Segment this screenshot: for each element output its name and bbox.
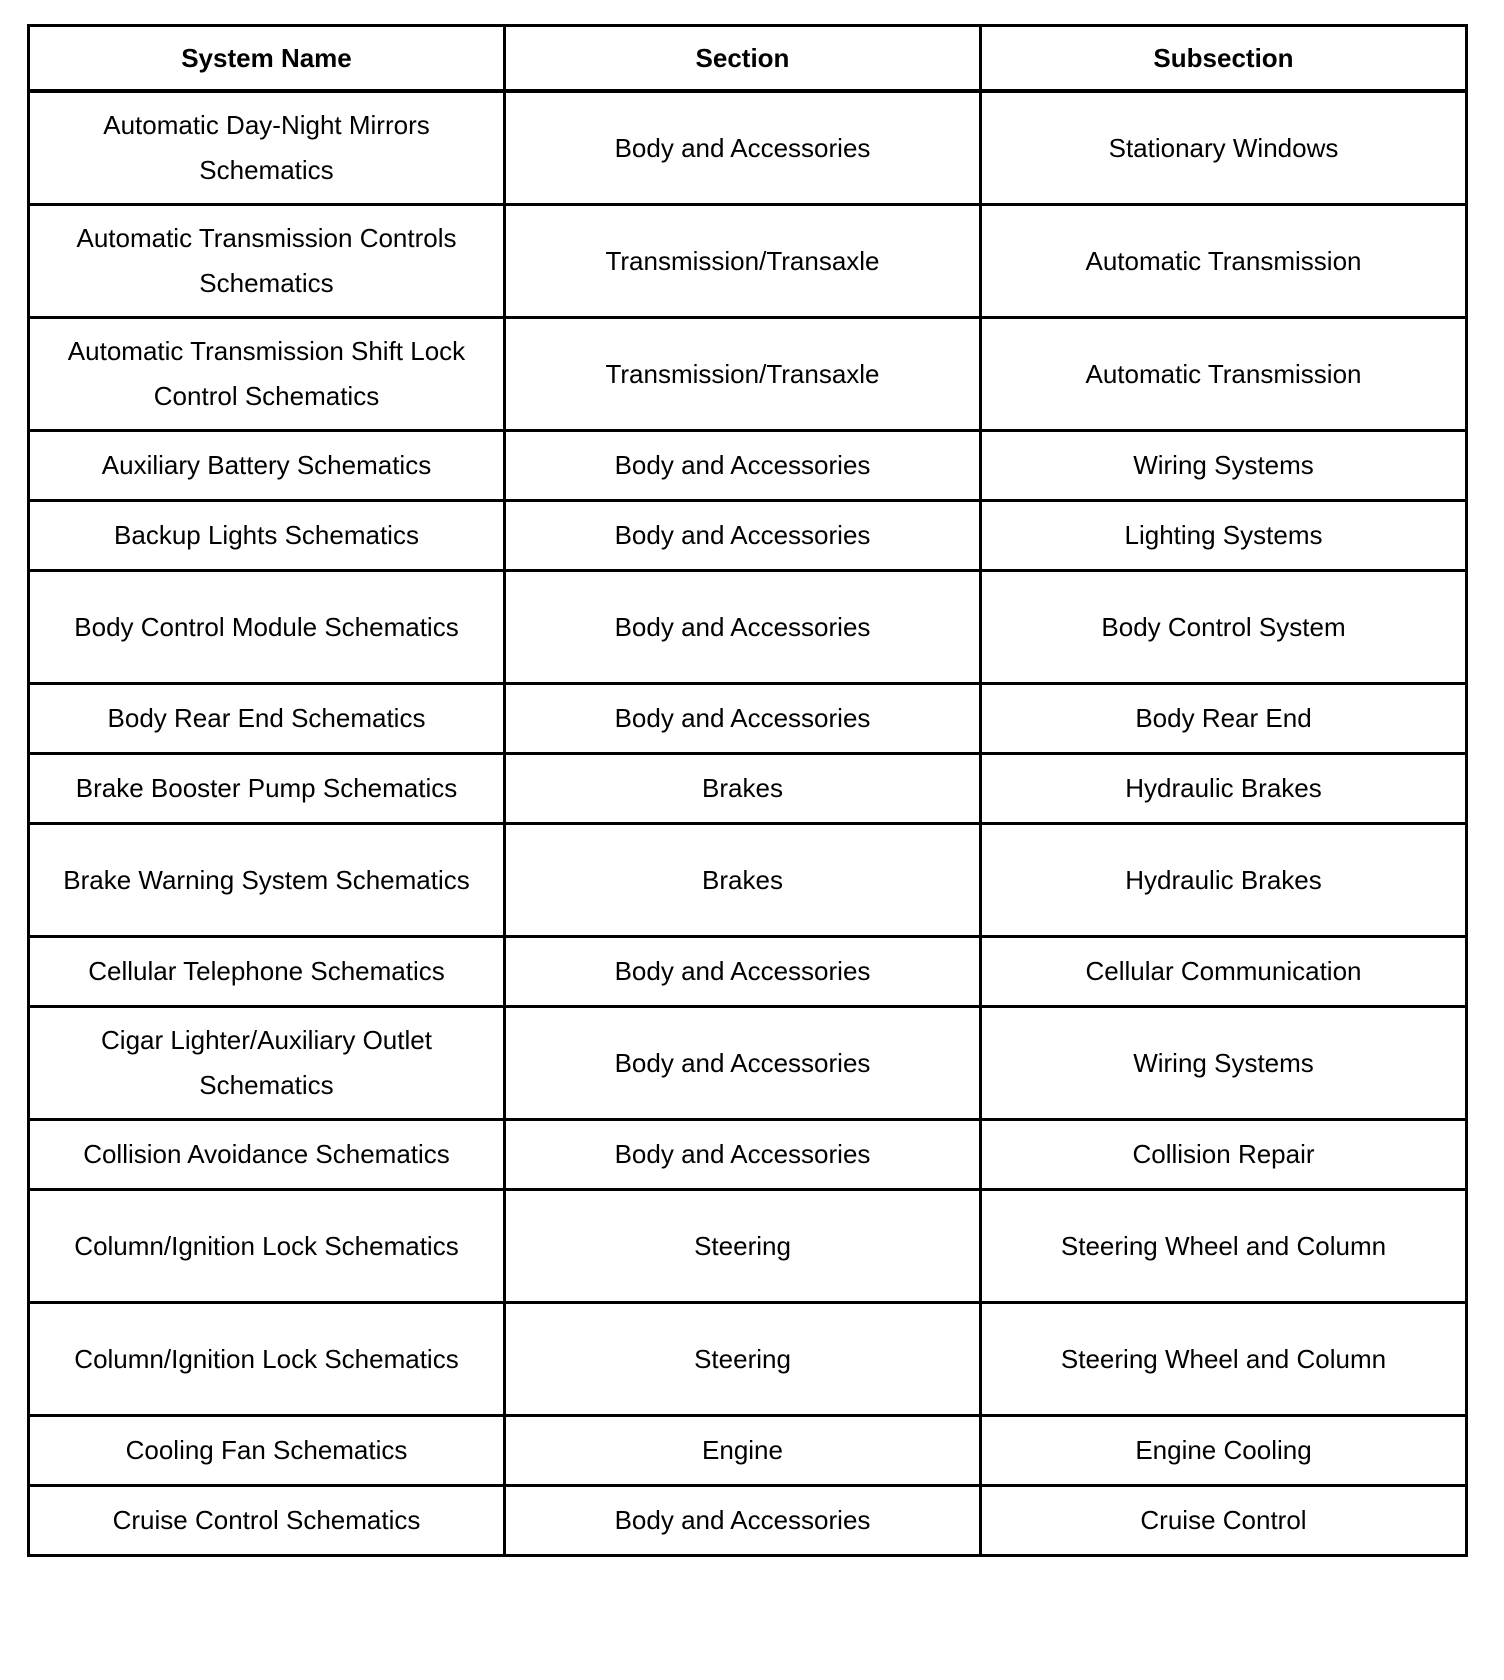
cell-subsection: Automatic Transmission [981, 318, 1467, 431]
schematics-table [27, 24, 1468, 1557]
table-row [29, 1486, 1467, 1556]
table-header-row [29, 26, 1467, 92]
cell-subsection: Steering Wheel and Column [981, 1190, 1467, 1303]
cell-section: Body and Accessories [505, 684, 981, 754]
cell-system-name: Cooling Fan Schematics [29, 1416, 505, 1486]
cell-section: Brakes [505, 824, 981, 937]
table-row [29, 205, 1467, 318]
cell-subsection: Lighting Systems [981, 501, 1467, 571]
table-row [29, 1190, 1467, 1303]
cell-section: Body and Accessories [505, 571, 981, 684]
cell-system-name: Automatic Day-Night Mirrors Schematics [29, 91, 505, 205]
header-subsection: Subsection [981, 26, 1467, 92]
cell-subsection: Body Control System [981, 571, 1467, 684]
cell-system-name: Automatic Transmission Shift Lock Control Schematics [29, 318, 505, 431]
table-row [29, 318, 1467, 431]
cell-subsection: Body Rear End [981, 684, 1467, 754]
schematics-table-container [27, 24, 1465, 1557]
cell-section: Body and Accessories [505, 1120, 981, 1190]
cell-subsection: Cruise Control [981, 1486, 1467, 1556]
cell-subsection: Steering Wheel and Column [981, 1303, 1467, 1416]
cell-section: Body and Accessories [505, 91, 981, 205]
header-system-name: System Name [29, 26, 505, 92]
cell-section: Brakes [505, 754, 981, 824]
cell-system-name: Auxiliary Battery Schematics [29, 431, 505, 501]
cell-system-name: Cellular Telephone Schematics [29, 937, 505, 1007]
cell-section: Body and Accessories [505, 431, 981, 501]
cell-section: Steering [505, 1303, 981, 1416]
cell-subsection: Wiring Systems [981, 1007, 1467, 1120]
cell-subsection: Engine Cooling [981, 1416, 1467, 1486]
table-row [29, 1007, 1467, 1120]
cell-section: Steering [505, 1190, 981, 1303]
table-row [29, 1416, 1467, 1486]
header-section: Section [505, 26, 981, 92]
cell-system-name: Column/Ignition Lock Schematics [29, 1303, 505, 1416]
table-row [29, 91, 1467, 205]
cell-subsection: Hydraulic Brakes [981, 754, 1467, 824]
table-row [29, 684, 1467, 754]
cell-subsection: Stationary Windows [981, 91, 1467, 205]
cell-section: Body and Accessories [505, 937, 981, 1007]
cell-system-name: Body Rear End Schematics [29, 684, 505, 754]
table-row [29, 501, 1467, 571]
cell-system-name: Cigar Lighter/Auxiliary Outlet Schematics [29, 1007, 505, 1120]
table-row [29, 571, 1467, 684]
cell-section: Body and Accessories [505, 1486, 981, 1556]
cell-system-name: Collision Avoidance Schematics [29, 1120, 505, 1190]
cell-subsection: Cellular Communication [981, 937, 1467, 1007]
table-row [29, 937, 1467, 1007]
table-row [29, 431, 1467, 501]
cell-section: Transmission/Transaxle [505, 318, 981, 431]
cell-subsection: Collision Repair [981, 1120, 1467, 1190]
table-row [29, 1303, 1467, 1416]
table-row [29, 824, 1467, 937]
cell-section: Body and Accessories [505, 1007, 981, 1120]
cell-section: Body and Accessories [505, 501, 981, 571]
cell-subsection: Automatic Transmission [981, 205, 1467, 318]
cell-system-name: Brake Warning System Schematics [29, 824, 505, 937]
cell-system-name: Automatic Transmission Controls Schematics [29, 205, 505, 318]
cell-system-name: Brake Booster Pump Schematics [29, 754, 505, 824]
cell-system-name: Backup Lights Schematics [29, 501, 505, 571]
table-row [29, 1120, 1467, 1190]
cell-system-name: Body Control Module Schematics [29, 571, 505, 684]
cell-section: Engine [505, 1416, 981, 1486]
cell-subsection: Hydraulic Brakes [981, 824, 1467, 937]
table-row [29, 754, 1467, 824]
cell-system-name: Column/Ignition Lock Schematics [29, 1190, 505, 1303]
cell-subsection: Wiring Systems [981, 431, 1467, 501]
cell-system-name: Cruise Control Schematics [29, 1486, 505, 1556]
cell-section: Transmission/Transaxle [505, 205, 981, 318]
